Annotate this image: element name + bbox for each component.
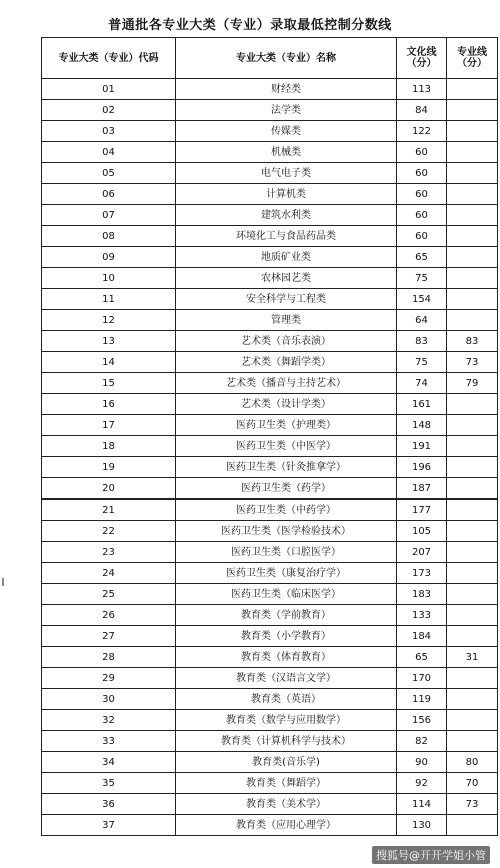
cell-name: 农林园艺类 xyxy=(176,268,397,289)
cell-name: 教育类（应用心理学） xyxy=(176,815,397,836)
cell-name: 法学类 xyxy=(176,100,397,121)
table-row xyxy=(42,142,498,163)
cell-name: 教育类（小学教育） xyxy=(176,626,397,647)
cell-code: 24 xyxy=(42,563,176,584)
cell-name: 艺术类（舞蹈学类） xyxy=(176,352,397,373)
header-major xyxy=(447,38,498,79)
cell-major xyxy=(447,668,498,689)
cell-name: 医药卫生类（口腔医学） xyxy=(176,542,397,563)
cell-culture: 183 xyxy=(397,584,447,605)
cell-code: 18 xyxy=(42,436,176,457)
cell-code: 21 xyxy=(42,499,176,521)
cell-code: 04 xyxy=(42,142,176,163)
table-row xyxy=(42,247,498,268)
table-row xyxy=(42,815,498,836)
cell-major xyxy=(447,121,498,142)
cell-major xyxy=(447,394,498,415)
cell-major xyxy=(447,710,498,731)
cell-culture: 65 xyxy=(397,647,447,668)
cell-major: 70 xyxy=(447,773,498,794)
cell-major: 31 xyxy=(447,647,498,668)
cell-major xyxy=(447,563,498,584)
table-row xyxy=(42,457,498,478)
cell-name: 安全科学与工程类 xyxy=(176,289,397,310)
cell-culture: 196 xyxy=(397,457,447,478)
cell-name: 建筑水利类 xyxy=(176,205,397,226)
table-row xyxy=(42,394,498,415)
cell-name: 医药卫生类（中医学） xyxy=(176,436,397,457)
cell-culture: 191 xyxy=(397,436,447,457)
page-title: 普通批各专业大类（专业）录取最低控制分数线 xyxy=(108,18,392,33)
cell-major xyxy=(447,268,498,289)
cell-name: 电气电子类 xyxy=(176,163,397,184)
cell-major xyxy=(447,584,498,605)
cell-major xyxy=(447,521,498,542)
cell-name: 教育类（数学与应用数学） xyxy=(176,710,397,731)
cell-name: 医药卫生类（针灸推拿学） xyxy=(176,457,397,478)
cell-culture: 161 xyxy=(397,394,447,415)
cell-major xyxy=(447,142,498,163)
table-header-row xyxy=(42,38,498,79)
table-row xyxy=(42,268,498,289)
cell-major xyxy=(447,79,498,100)
cell-name: 医药卫生类（康复治疗学） xyxy=(176,563,397,584)
cell-code: 29 xyxy=(42,668,176,689)
cell-culture: 90 xyxy=(397,752,447,773)
table-row xyxy=(42,205,498,226)
cell-culture: 65 xyxy=(397,247,447,268)
cell-name: 教育类（英语） xyxy=(176,689,397,710)
table-row xyxy=(42,289,498,310)
table-row xyxy=(42,184,498,205)
cell-name: 管理类 xyxy=(176,310,397,331)
table-row xyxy=(42,605,498,626)
cell-major xyxy=(447,626,498,647)
cell-major xyxy=(447,205,498,226)
cell-culture: 122 xyxy=(397,121,447,142)
header-name: 专业大类（专业）名称 xyxy=(176,38,397,79)
cell-name: 教育类（体育教育） xyxy=(176,647,397,668)
cell-code: 27 xyxy=(42,626,176,647)
header-culture-line2: （分） xyxy=(406,58,437,69)
cell-culture: 207 xyxy=(397,542,447,563)
table-row xyxy=(42,773,498,794)
cell-culture: 64 xyxy=(397,310,447,331)
table-row xyxy=(42,731,498,752)
cell-major: 80 xyxy=(447,752,498,773)
cell-major xyxy=(447,415,498,436)
table-row xyxy=(42,710,498,731)
cell-culture: 75 xyxy=(397,268,447,289)
cell-name: 环境化工与食品药品类 xyxy=(176,226,397,247)
cell-major xyxy=(447,731,498,752)
score-table xyxy=(41,37,498,836)
cell-culture: 60 xyxy=(397,226,447,247)
cell-name: 教育类（美术学） xyxy=(176,794,397,815)
table-row xyxy=(42,352,498,373)
cell-major: 83 xyxy=(447,331,498,352)
cell-code: 13 xyxy=(42,331,176,352)
header-culture-line1: 文化线 xyxy=(406,47,437,58)
cell-code: 02 xyxy=(42,100,176,121)
cell-name: 教育类（舞蹈学） xyxy=(176,773,397,794)
cell-code: 17 xyxy=(42,415,176,436)
cell-code: 37 xyxy=(42,815,176,836)
table-row xyxy=(42,794,498,815)
cell-major xyxy=(447,689,498,710)
cell-culture: 92 xyxy=(397,773,447,794)
cell-code: 15 xyxy=(42,373,176,394)
cell-code: 28 xyxy=(42,647,176,668)
cell-code: 07 xyxy=(42,205,176,226)
cell-major xyxy=(447,478,498,500)
cell-major xyxy=(447,605,498,626)
table-row xyxy=(42,668,498,689)
header-major-line2: （分） xyxy=(457,58,487,69)
cell-code: 23 xyxy=(42,542,176,563)
cell-major xyxy=(447,184,498,205)
cell-culture: 60 xyxy=(397,142,447,163)
cell-code: 35 xyxy=(42,773,176,794)
cell-code: 19 xyxy=(42,457,176,478)
cell-code: 06 xyxy=(42,184,176,205)
cell-code: 33 xyxy=(42,731,176,752)
cell-culture: 113 xyxy=(397,79,447,100)
cell-major xyxy=(447,310,498,331)
cell-code: 09 xyxy=(42,247,176,268)
cell-major: 73 xyxy=(447,794,498,815)
cell-name: 教育类（计算机科学与技术） xyxy=(176,731,397,752)
table-row xyxy=(42,331,498,352)
edge-mark xyxy=(2,578,4,586)
table-row xyxy=(42,542,498,563)
cell-code: 20 xyxy=(42,478,176,500)
header-major-line1: 专业线 xyxy=(457,47,487,58)
header-culture xyxy=(397,38,447,79)
table-row xyxy=(42,310,498,331)
cell-culture: 82 xyxy=(397,731,447,752)
cell-culture: 156 xyxy=(397,710,447,731)
cell-culture: 114 xyxy=(397,794,447,815)
cell-name: 医药卫生类（护理类） xyxy=(176,415,397,436)
cell-name: 医药卫生类（医学检验技术） xyxy=(176,521,397,542)
table-row xyxy=(42,478,498,500)
cell-name: 教育类（汉语言文学） xyxy=(176,668,397,689)
cell-code: 30 xyxy=(42,689,176,710)
table-row xyxy=(42,163,498,184)
cell-name: 医药卫生类（药学） xyxy=(176,478,397,500)
cell-culture: 60 xyxy=(397,184,447,205)
cell-major xyxy=(447,100,498,121)
cell-name: 机械类 xyxy=(176,142,397,163)
cell-code: 08 xyxy=(42,226,176,247)
cell-name: 教育类(音乐学) xyxy=(176,752,397,773)
cell-name: 计算机类 xyxy=(176,184,397,205)
table-row xyxy=(42,373,498,394)
cell-code: 03 xyxy=(42,121,176,142)
cell-culture: 184 xyxy=(397,626,447,647)
cell-culture: 133 xyxy=(397,605,447,626)
cell-name: 医药卫生类（中药学） xyxy=(176,499,397,521)
cell-culture: 154 xyxy=(397,289,447,310)
cell-culture: 177 xyxy=(397,499,447,521)
cell-culture: 170 xyxy=(397,668,447,689)
table-row xyxy=(42,499,498,521)
cell-major xyxy=(447,499,498,521)
cell-name: 传媒类 xyxy=(176,121,397,142)
cell-culture: 84 xyxy=(397,100,447,121)
cell-code: 10 xyxy=(42,268,176,289)
cell-name: 财经类 xyxy=(176,79,397,100)
cell-culture: 74 xyxy=(397,373,447,394)
table-row xyxy=(42,415,498,436)
header-code: 专业大类（专业）代码 xyxy=(42,38,176,79)
cell-major: 73 xyxy=(447,352,498,373)
cell-code: 11 xyxy=(42,289,176,310)
table-row xyxy=(42,647,498,668)
cell-code: 34 xyxy=(42,752,176,773)
cell-code: 26 xyxy=(42,605,176,626)
cell-major xyxy=(447,815,498,836)
cell-major xyxy=(447,542,498,563)
cell-name: 艺术类（播音与主持艺术） xyxy=(176,373,397,394)
cell-code: 36 xyxy=(42,794,176,815)
table-row xyxy=(42,521,498,542)
table-row xyxy=(42,226,498,247)
cell-code: 14 xyxy=(42,352,176,373)
cell-name: 医药卫生类（临床医学） xyxy=(176,584,397,605)
table-row xyxy=(42,436,498,457)
cell-name: 艺术类（音乐表演） xyxy=(176,331,397,352)
table-row xyxy=(42,563,498,584)
cell-culture: 119 xyxy=(397,689,447,710)
cell-major xyxy=(447,247,498,268)
cell-culture: 60 xyxy=(397,163,447,184)
cell-major xyxy=(447,226,498,247)
cell-name: 教育类（学前教育） xyxy=(176,605,397,626)
table-row xyxy=(42,584,498,605)
cell-name: 地质矿业类 xyxy=(176,247,397,268)
watermark: 搜狐号@开开学姐小管 xyxy=(372,846,490,864)
cell-major xyxy=(447,457,498,478)
table-row xyxy=(42,121,498,142)
cell-culture: 105 xyxy=(397,521,447,542)
cell-culture: 187 xyxy=(397,478,447,500)
cell-code: 25 xyxy=(42,584,176,605)
cell-culture: 60 xyxy=(397,205,447,226)
table-row xyxy=(42,626,498,647)
cell-code: 01 xyxy=(42,79,176,100)
cell-culture: 148 xyxy=(397,415,447,436)
table-row xyxy=(42,79,498,100)
cell-major xyxy=(447,289,498,310)
cell-major xyxy=(447,436,498,457)
cell-code: 05 xyxy=(42,163,176,184)
cell-code: 16 xyxy=(42,394,176,415)
cell-code: 12 xyxy=(42,310,176,331)
table-row xyxy=(42,752,498,773)
cell-code: 32 xyxy=(42,710,176,731)
cell-culture: 75 xyxy=(397,352,447,373)
cell-major: 79 xyxy=(447,373,498,394)
cell-culture: 173 xyxy=(397,563,447,584)
cell-code: 22 xyxy=(42,521,176,542)
table-row xyxy=(42,100,498,121)
table-row xyxy=(42,689,498,710)
cell-culture: 130 xyxy=(397,815,447,836)
cell-name: 艺术类（设计学类） xyxy=(176,394,397,415)
table-body xyxy=(42,79,498,836)
cell-major xyxy=(447,163,498,184)
cell-culture: 83 xyxy=(397,331,447,352)
